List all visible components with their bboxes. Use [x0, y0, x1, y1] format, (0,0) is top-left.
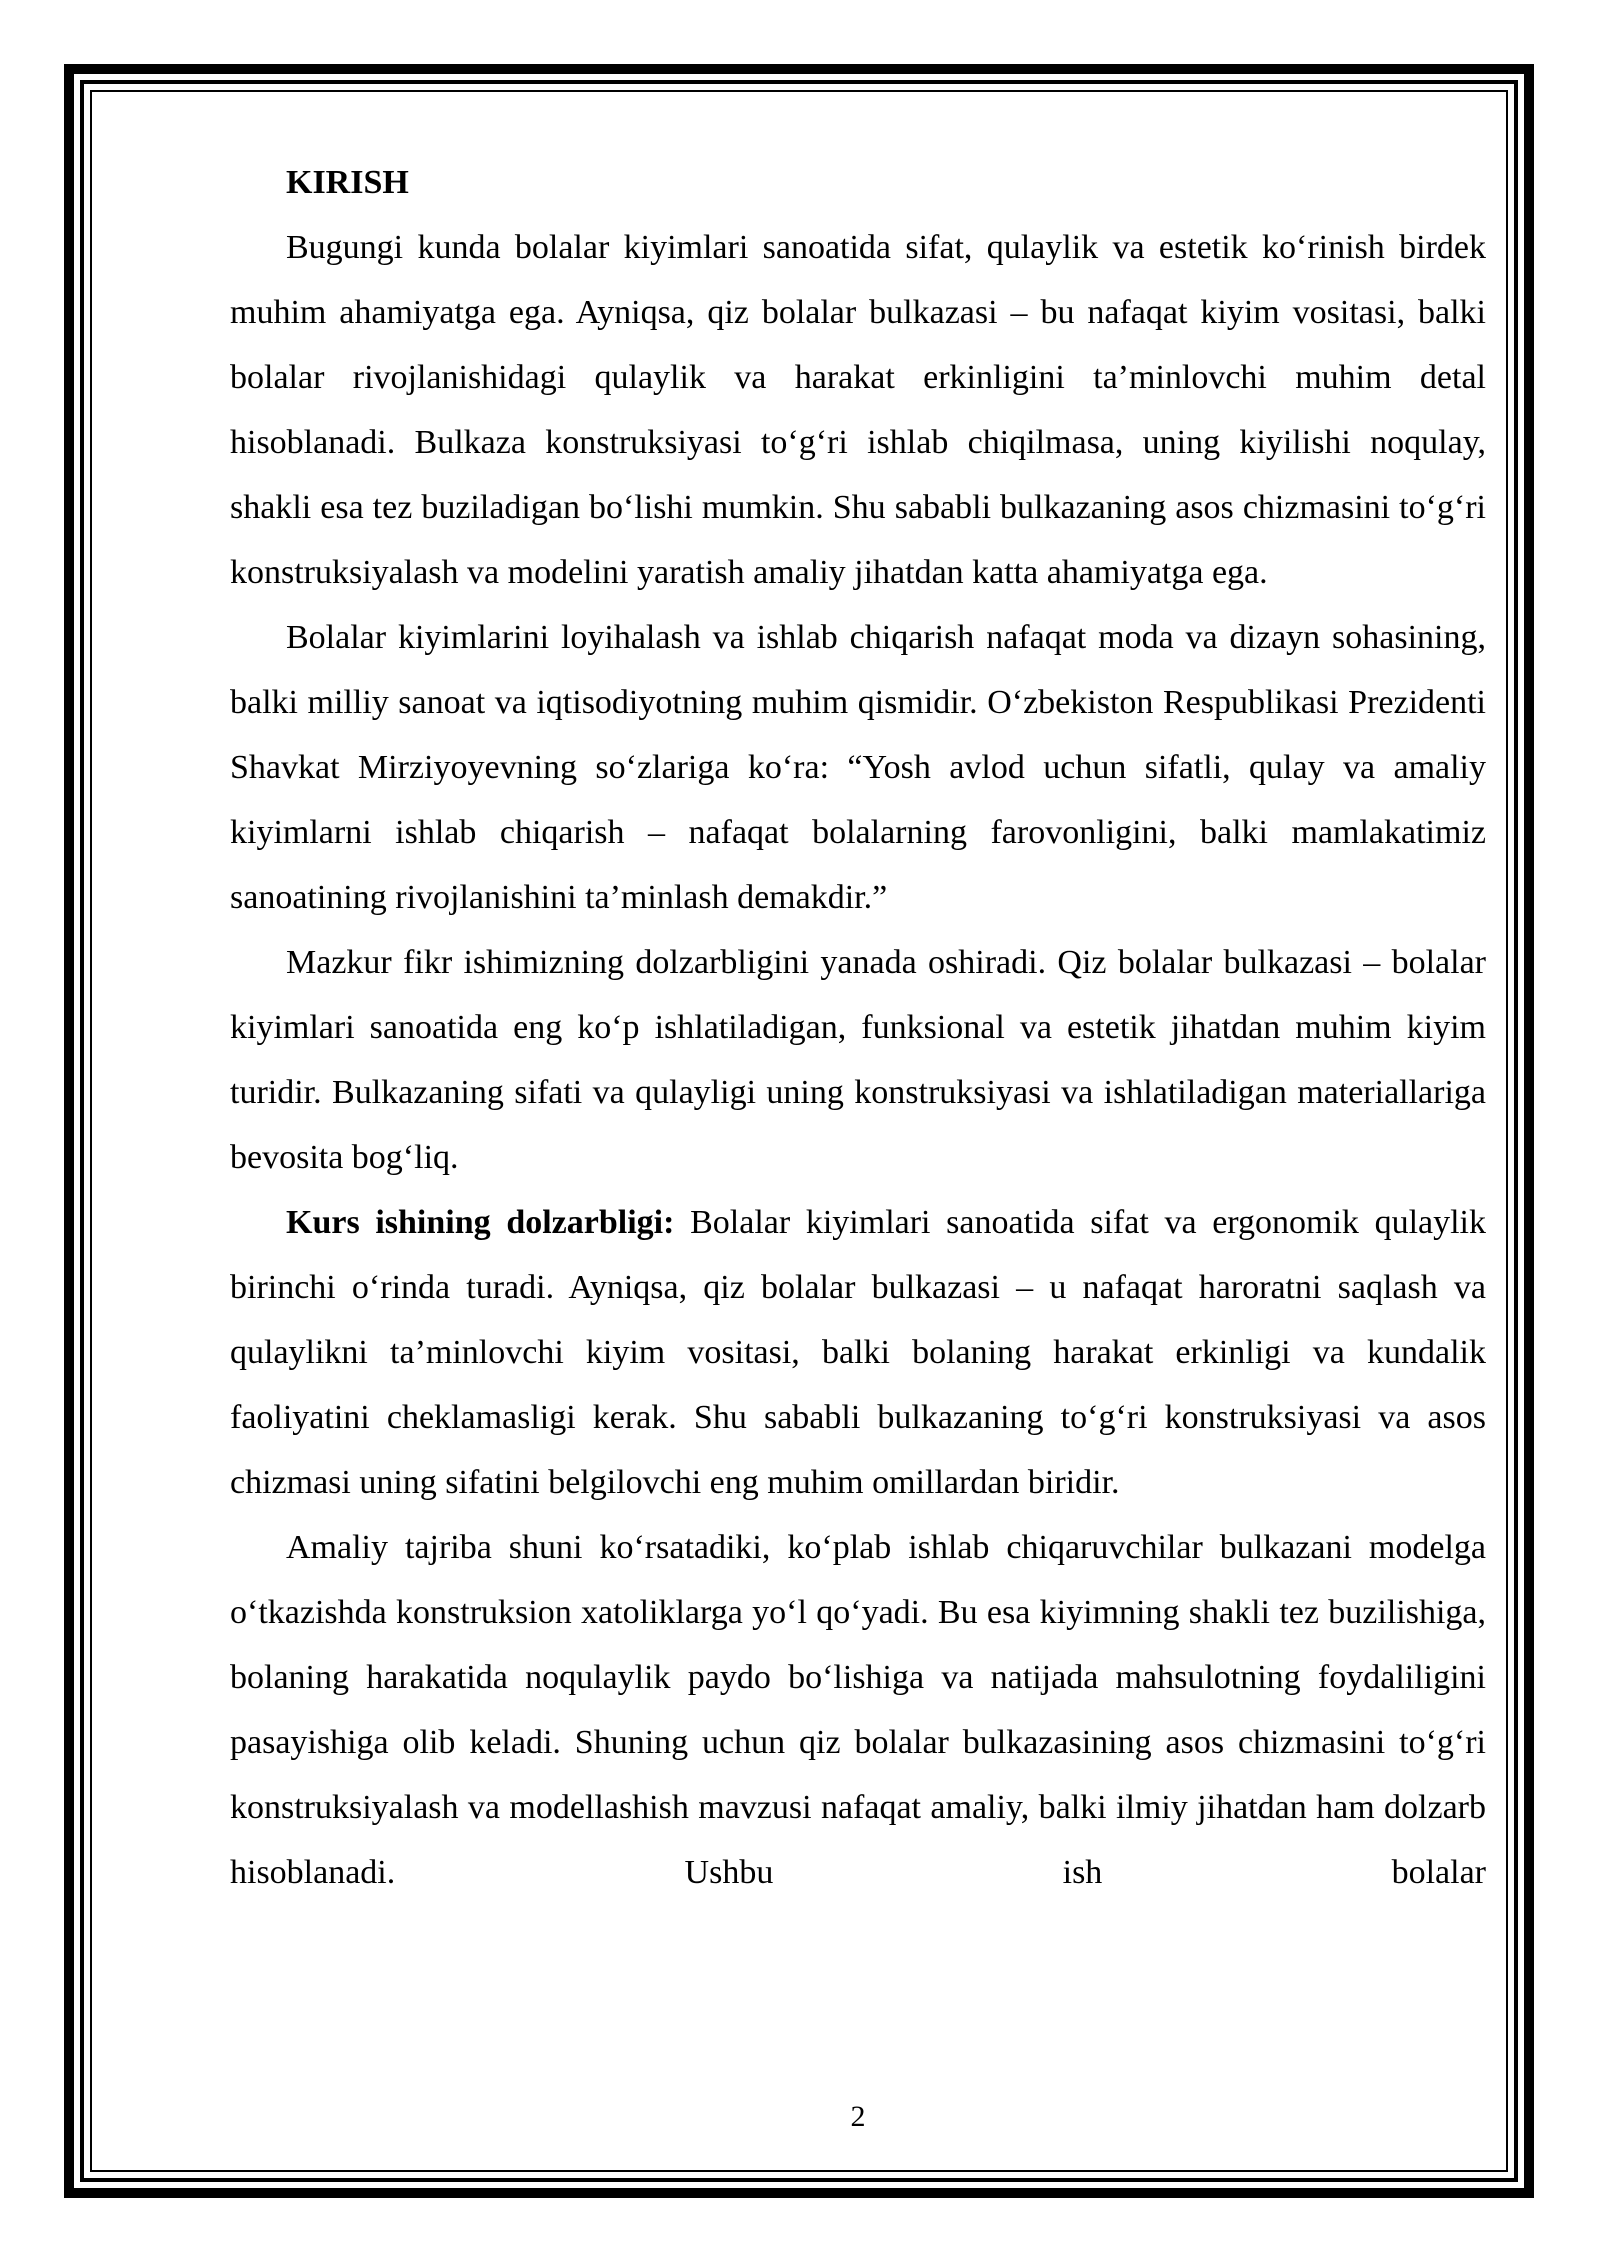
- paragraph-president-quote: Bolalar kiyimlarini loyihalash va ishlab chiqarish nafaqat moda va dizayn sohasining, balki milliy sanoat va iqtisodiyotning muhim qismidir. O‘zbekiston Respublikasi Prezidenti Shavkat Mirziyoyevning so‘zlariga ko‘ra: “Yosh avlod uchun sifatli, qulay va amaliy kiyimlarni ishlab chiqarish – nafaqat bolalarning farovonligini, balki mamlakatimiz sanoatining rivojlanishini ta’minlash demakdir.”: [230, 619, 1486, 916]
- relevance-label: Kurs ishining dolzarbligi:: [286, 1204, 675, 1241]
- section-heading: KIRISH: [286, 164, 409, 201]
- page-number: 2: [850, 2100, 866, 2133]
- document-body: [230, 150, 1486, 1905]
- paragraph-intro: Bugungi kunda bolalar kiyimlari sanoatida sifat, qulaylik va estetik ko‘rinish birdek muhim ahamiyatga ega. Ayniqsa, qiz bolalar bulkazasi – bu nafaqat kiyim vositasi, balki bolalar rivojlanishidagi qulaylik va harakat erkinligini ta’minlovchi muhim detal hisoblanadi. Bulkaza konstruksiyasi to‘g‘ri ishlab chiqilmasa, uning kiyilishi noqulay, shakli esa tez buziladigan bo‘lishi mumkin. Shu sababli bulkazaning asos chizmasini to‘g‘ri konstruksiyalash va modelini yaratish amaliy jihatdan katta ahamiyatga ega.: [230, 229, 1486, 591]
- paragraph-course-relevance: [230, 1190, 1486, 1515]
- relevance-text: Bolalar kiyimlari sanoatida sifat va ergonomik qulaylik birinchi o‘rinda turadi. Ayniqsa, qiz bolalar bulkazasi – u nafaqat haroratni saqlash va qulaylikni ta’minlovchi kiyim vositasi, balki bolaning harakat erkinligi va kundalik faoliyatini cheklamasligi kerak. Shu sababli bulkazaning to‘g‘ri konstruksiyasi va asos chizmasi uning sifatini belgilovchi eng muhim omillardan biridir.: [230, 1204, 1486, 1501]
- paragraph-relevance-context: Mazkur fikr ishimizning dolzarbligini yanada oshiradi. Qiz bolalar bulkazasi – bolalar kiyimlari sanoatida eng ko‘p ishlatiladigan, funksional va estetik jihatdan muhim kiyim turidir. Bulkazaning sifati va qulayligi uning konstruksiyasi va ishlatiladigan materiallariga bevosita bog‘liq.: [230, 944, 1486, 1176]
- paragraph-practical-experience: Amaliy tajriba shuni ko‘rsatadiki, ko‘plab ishlab chiqaruvchilar bulkazani modelga o‘tkazishda konstruksion xatoliklarga yo‘l qo‘yadi. Bu esa kiyimning shakli tez buzilishiga, bolaning harakatida noqulaylik paydo bo‘lishiga va natijada mahsulotning foydaliligini pasayishiga olib keladi. Shuning uchun qiz bolalar bulkazasining asos chizmasini to‘g‘ri konstruksiyalash va modellashish mavzusi nafaqat amaliy, balki ilmiy jihatdan ham dolzarb hisoblanadi. Ushbu ish bolalar: [230, 1529, 1486, 1891]
